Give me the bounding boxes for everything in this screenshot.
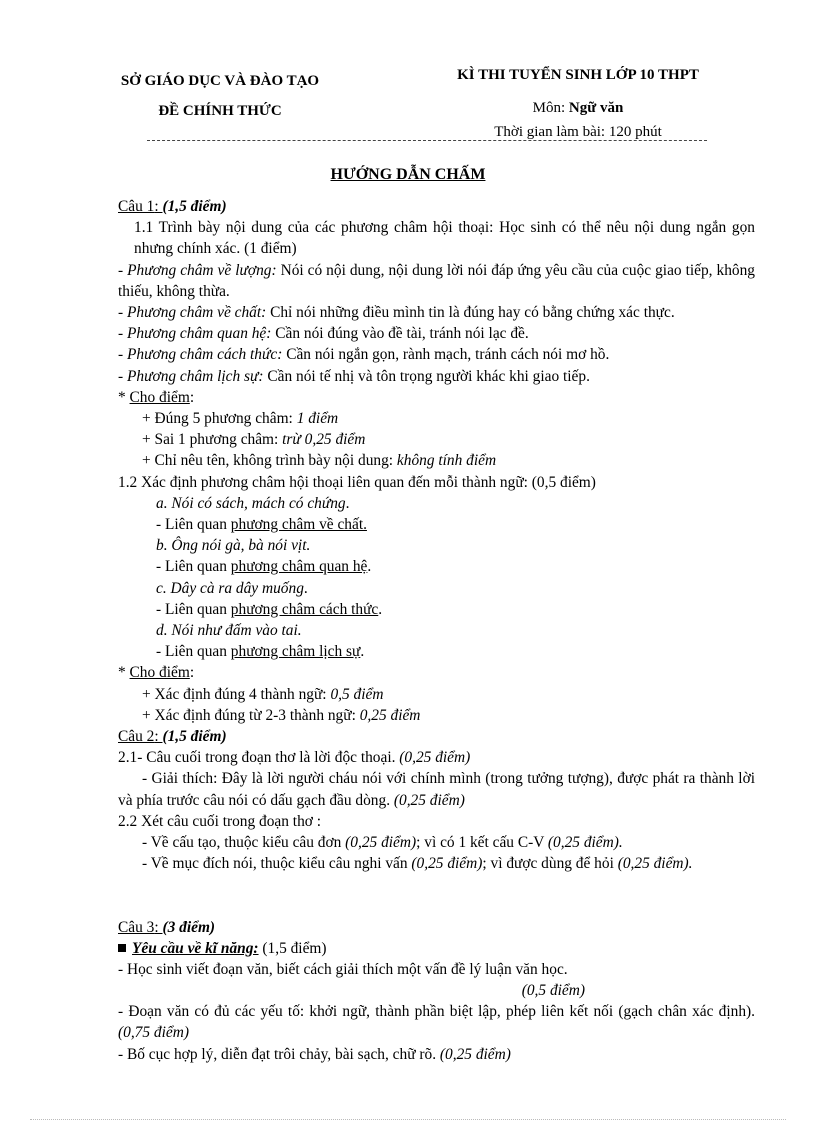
q3-requirement-2: - Đoạn văn có đủ các yếu tố: khởi ngữ, thành phần biệt lập, phép liên kết nối (gạch chân xác định). (0,75 điểm): [118, 1003, 755, 1042]
q2-explanation: - Giải thích: Đây là lời người cháu nói với chính mình (trong tưởng tượng), được phát ra thành lời và phía trước câu nói có dấu gạch đầu dòng. (0,25 điểm): [118, 770, 755, 809]
scoring-item: + Đúng 5 phương châm: 1 điểm: [142, 410, 339, 428]
question-2-heading: Câu 2: (1,5 điểm): [118, 728, 227, 746]
idiom-b-relation: - Liên quan phương châm quan hệ.: [156, 558, 372, 576]
exam-title: KÌ THI TUYỂN SINH LỚP 10 THPT: [457, 67, 699, 83]
q3-requirement-1: - Học sinh viết đoạn văn, biết cách giải thích một vấn đề lý luận văn học.: [118, 960, 568, 978]
square-bullet-icon: [118, 944, 126, 952]
q2-part1: 2.1- Câu cuối trong đoạn thơ là lời độc thoại. (0,25 điểm): [118, 749, 471, 767]
header-right: [418, 66, 738, 144]
q3-requirement-3: - Bố cục hợp lý, diễn đạt trôi chảy, bài sạch, chữ rõ. (0,25 điểm): [118, 1045, 511, 1063]
idiom-a: a. Nói có sách, mách có chứng.: [156, 494, 350, 512]
scoring-heading: * Cho điểm:: [118, 664, 195, 682]
idiom-c-relation: - Liên quan phương châm cách thức.: [156, 600, 383, 618]
spacer: [118, 875, 755, 917]
idiom-d-relation: - Liên quan phương châm lịch sự.: [156, 643, 365, 661]
scoring-heading: * Cho điểm:: [118, 388, 195, 406]
maxim-manner: - Phương châm cách thức: Cần nói ngắn gọn, rành mạch, tránh cách nói mơ hồ.: [118, 346, 610, 364]
q1-part2-intro: 1.2 Xác định phương châm hội thoại liên quan đến mỗi thành ngữ: (0,5 điểm): [118, 473, 596, 491]
page-bottom-edge: [30, 1119, 786, 1120]
subject-line: Môn: Ngữ văn: [532, 100, 624, 116]
maxim-relation: - Phương châm quan hệ: Cần nói đúng vào đề tài, tránh nói lạc đề.: [118, 325, 529, 343]
q2-part2: 2.2 Xét câu cuối trong đoạn thơ :: [118, 812, 322, 830]
idiom-b: b. Ông nói gà, bà nói vịt.: [156, 537, 311, 555]
department-name: SỞ GIÁO DỤC VÀ ĐÀO TẠO: [120, 73, 320, 89]
idiom-c: c. Dây cà ra dây muống.: [156, 579, 308, 597]
scoring-item: + Xác định đúng từ 2-3 thành ngữ: 0,25 điểm: [142, 706, 421, 724]
maxim-quality: - Phương châm về chất: Chỉ nói những điều mình tin là đúng hay có bằng chứng xác thực.: [118, 304, 675, 322]
page-title: HƯỚNG DẪN CHẤM: [330, 166, 486, 183]
question-3-heading: Câu 3: (3 điểm): [118, 918, 216, 936]
official-label: ĐỀ CHÍNH THỨC: [158, 103, 282, 119]
scoring-item: + Chỉ nêu tên, không trình bày nội dung: không tính điểm: [142, 452, 497, 470]
header-left: [90, 66, 350, 126]
skill-requirements-heading: Yêu cầu về kĩ năng: (1,5 điểm): [118, 938, 755, 959]
q3-requirement-1-points: (0,5 điểm): [521, 982, 585, 1000]
q2-structure: - Về cấu tạo, thuộc kiểu câu đơn (0,25 điểm); vì có 1 kết cấu C-V (0,25 điểm).: [142, 834, 623, 852]
document-body: [118, 196, 755, 1065]
subject-name: Ngữ văn: [568, 100, 624, 116]
scoring-item: + Xác định đúng 4 thành ngữ: 0,5 điểm: [142, 685, 384, 703]
scoring-item: + Sai 1 phương châm: trừ 0,25 điểm: [142, 431, 366, 449]
idiom-a-relation: - Liên quan phương châm về chất.: [156, 516, 367, 534]
maxim-politeness: - Phương châm lịch sự: Cần nói tế nhị và tôn trọng người khác khi giao tiếp.: [118, 367, 590, 385]
time-limit: Thời gian làm bài: 120 phút: [494, 124, 662, 140]
maxim-quantity: - Phương châm về lượng: Nói có nội dung, nội dung lời nói đáp ứng yêu cầu của cuộc giao tiếp, không thiếu, không thừa.: [118, 261, 755, 300]
question-1-heading: Câu 1: (1,5 điểm): [118, 198, 227, 215]
idiom-d: d. Nói như đấm vào tai.: [156, 622, 302, 640]
header-divider: [147, 140, 707, 141]
q1-part1-intro: 1.1 Trình bày nội dung của các phương châm hội thoại: Học sinh có thể nêu nội dung ngắn gọn nhưng chính xác. (1 điểm): [134, 219, 755, 258]
q2-purpose: - Về mục đích nói, thuộc kiểu câu nghi vấn (0,25 điểm); vì được dùng để hỏi (0,25 điểm).: [142, 855, 693, 873]
